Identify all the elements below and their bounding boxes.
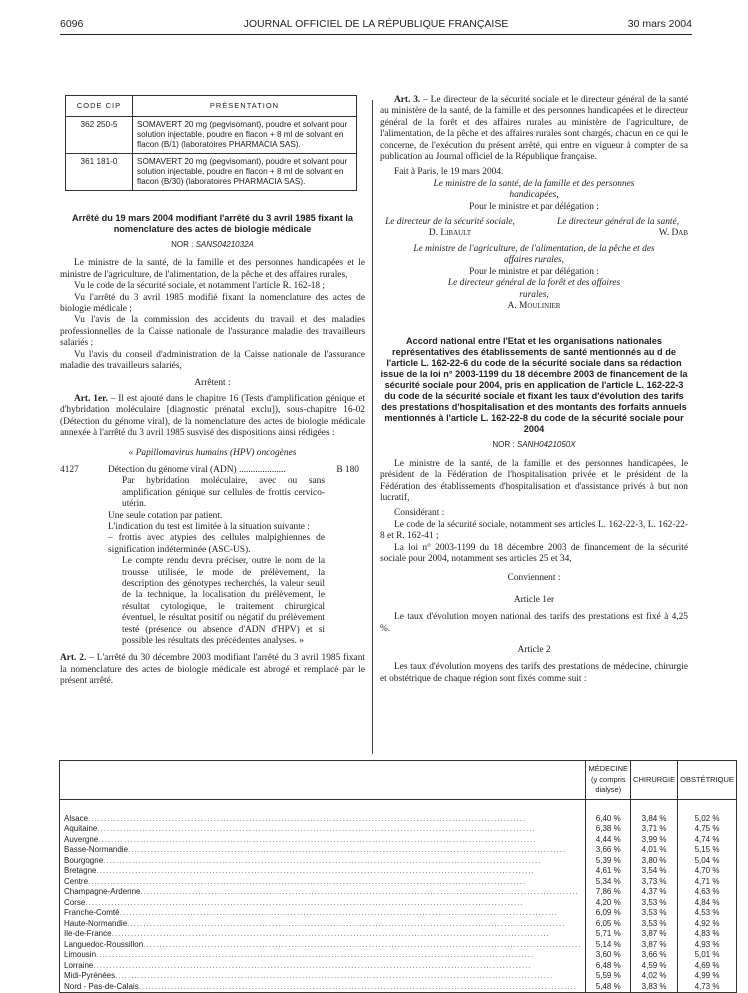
signature-delegation-1: Pour le ministre et par délégation : bbox=[469, 201, 599, 212]
region-cell bbox=[60, 824, 586, 835]
signature-right-name: W. Dab bbox=[658, 228, 688, 239]
dot-leader: ........................................................................................................................................ bbox=[96, 866, 535, 875]
arrete-vu-3: Vu l'avis de la commission des accidents du travail et des maladies professionnelles de la Caisse nationale de l'assurance maladie des travailleurs salariés ; bbox=[60, 315, 365, 349]
chirurgie-rate: 3,53 % bbox=[631, 908, 678, 919]
dot-leader: ........................................................................................................................................ bbox=[98, 834, 537, 844]
rates-header-medecine bbox=[586, 761, 631, 800]
table-row bbox=[60, 866, 737, 877]
region-cell bbox=[60, 940, 586, 951]
accord-article-2-text: Les taux d'évolution moyens des tarifs des prestations de médecine, chirurgie et obstétrique de chaque région sont fixés comme suit : bbox=[380, 662, 688, 684]
obstetrique-rate: 4,71 % bbox=[678, 877, 737, 888]
hpv-title: « Papillomavirus humains (HPV) oncogènes bbox=[128, 447, 297, 458]
medecine-rate: 4,61 % bbox=[586, 866, 631, 877]
medecine-rate: 6,48 % bbox=[586, 961, 631, 972]
cotation-line: Une seule cotation par patient. bbox=[108, 510, 223, 521]
signature-left-title: Le directeur de la sécurité sociale, bbox=[385, 217, 515, 228]
page-header bbox=[60, 18, 692, 34]
obstetrique-rate: 5,04 % bbox=[678, 856, 737, 867]
region-cell bbox=[60, 919, 586, 930]
signature-minister-2: Le ministre de l'agriculture, de l'alimentation, de la pêche et des affaires rurales, bbox=[413, 243, 655, 266]
considerant: Considérant : bbox=[394, 508, 445, 519]
arretent: Arrêtent : bbox=[194, 378, 231, 389]
region-name: Languedoc-Roussillon bbox=[64, 939, 144, 949]
cotation-line: – frottis avec atypies des cellules malpighiennes de signification indéterminée (ASC-US). bbox=[108, 533, 325, 555]
region-cell bbox=[60, 835, 586, 846]
accord-nor bbox=[380, 439, 688, 450]
table-row bbox=[60, 856, 737, 867]
dot-leader: ........................................................................................................................................ bbox=[96, 950, 535, 959]
cotation-b-value: B 180 bbox=[336, 464, 359, 475]
table-row bbox=[60, 845, 737, 856]
dot-leader: ........................................................................................................................................ bbox=[115, 971, 554, 980]
obstetrique-rate: 4,75 % bbox=[678, 824, 737, 835]
table-row bbox=[60, 799, 737, 824]
signature-director-2: Le directeur général de la forêt et des affaires rurales, bbox=[447, 278, 621, 300]
region-name: Franche-Comté bbox=[64, 908, 120, 917]
article-3 bbox=[380, 95, 688, 163]
accord-article-1-heading: Article 1er bbox=[513, 594, 555, 605]
region-name: Ile-de-France bbox=[64, 929, 112, 938]
medecine-rate: 5,14 % bbox=[586, 940, 631, 951]
dot-leader: ........................................................................................................................................ bbox=[138, 981, 577, 991]
right-column bbox=[380, 95, 688, 685]
region-cell bbox=[60, 799, 586, 824]
obstetrique-rate: 4,99 % bbox=[678, 971, 737, 982]
cip-header-presentation: PRÉSENTATION bbox=[133, 96, 357, 117]
cip-presentation: SOMAVERT 20 mg (pegvisomant), poudre et solvant pour solution injectable, poudre en flacon + 8 ml de solvant en flacon (B/30) (laboratoires PHARMACIA SAS). bbox=[133, 154, 357, 191]
obstetrique-rate: 4,69 % bbox=[678, 961, 737, 972]
signature-name-2: A. Moulinier bbox=[507, 300, 561, 311]
medecine-rate: 3,66 % bbox=[586, 845, 631, 856]
cotation-line: Par hybridation moléculaire, avec ou sans amplification génique sur cellules de frottis cervico-utérin. bbox=[122, 476, 325, 510]
dot-leader: ........................................................................................................................................ bbox=[119, 908, 558, 917]
chirurgie-rate: 3,53 % bbox=[631, 898, 678, 909]
obstetrique-rate: 4,74 % bbox=[678, 835, 737, 846]
dot-leader: ........................................................................................................................................ bbox=[127, 918, 566, 928]
dot-leader: ........................................................................................................................................ bbox=[93, 960, 532, 970]
obstetrique-rate: 4,63 % bbox=[678, 887, 737, 898]
medecine-rate: 5,48 % bbox=[586, 982, 631, 993]
dot-leader: ........................................................................................................................................ bbox=[85, 897, 524, 907]
chirurgie-rate: 3,53 % bbox=[631, 919, 678, 930]
dot-leader: ........................................................................................................................................ bbox=[140, 887, 579, 896]
signature-right-title: Le directeur général de la santé, bbox=[556, 217, 680, 228]
medecine-rate: 5,39 % bbox=[586, 856, 631, 867]
article-1 bbox=[60, 394, 365, 440]
obstetrique-rate: 4,84 % bbox=[678, 898, 737, 909]
chirurgie-rate: 3,84 % bbox=[631, 799, 678, 824]
region-cell bbox=[60, 898, 586, 909]
page-number: 6096 bbox=[60, 18, 84, 30]
region-name: Lorraine bbox=[64, 960, 94, 970]
table-row bbox=[66, 154, 357, 191]
cip-header-code: CODE CIP bbox=[66, 96, 133, 117]
signature-row bbox=[380, 217, 688, 240]
medecine-rate: 5,59 % bbox=[586, 971, 631, 982]
accord-article-1-text: Le taux d'évolution moyen national des tarifs des prestations est fixé à 4,25 %. bbox=[380, 612, 688, 634]
table-row bbox=[66, 117, 357, 154]
region-name: Champagne-Ardenne bbox=[64, 887, 141, 896]
cotation-title: Détection du génome viral (ADN) .................... bbox=[108, 464, 286, 475]
medecine-rate: 3,60 % bbox=[586, 950, 631, 961]
table-row bbox=[60, 950, 737, 961]
arrete-vu-2: Vu l'arrêté du 3 avril 1985 modifié fixant la nomenclature des actes de biologie médicale ; bbox=[60, 292, 365, 315]
header-rule bbox=[60, 34, 692, 35]
cip-table bbox=[65, 95, 357, 191]
dot-leader: ........................................................................................................................................ bbox=[143, 939, 582, 949]
article-1-text: – Il est ajouté dans le chapitre 16 (Tests d'amplification génique et d'hybridation moléculaire [diagnostic prénatal exclu]), sous-chapitre 16-02 (Détection du génome viral), de la nomenclature des actes de biologie médicale annexée à l'arrêté du 3 avril 1985 susvisé des dispositions ainsi rédigées : bbox=[60, 393, 365, 439]
table-row bbox=[60, 971, 737, 982]
chirurgie-rate: 4,01 % bbox=[631, 845, 678, 856]
considerant-1: Le code de la sécurité sociale, notamment ses articles L. 162-22-3, L. 162-22-8 et R. 162-41 ; bbox=[380, 519, 688, 542]
article-2 bbox=[60, 653, 365, 687]
chirurgie-rate: 4,37 % bbox=[631, 887, 678, 898]
table-row bbox=[60, 982, 737, 993]
region-cell bbox=[60, 887, 586, 898]
cip-presentation: SOMAVERT 20 mg (pegvisomant), poudre et solvant pour solution injectable, poudre en flacon + 8 ml de solvant en flacon (B/1) (laboratoires PHARMACIA SAS). bbox=[133, 117, 357, 154]
chirurgie-rate: 3,99 % bbox=[631, 835, 678, 846]
region-name: Haute-Normandie bbox=[64, 918, 128, 928]
signature-right bbox=[548, 217, 688, 240]
nor-code: SANS0421032A bbox=[195, 240, 254, 249]
rates-header-row bbox=[60, 761, 737, 800]
region-name: Nord - Pas-de-Calais bbox=[64, 981, 139, 991]
table-row bbox=[60, 961, 737, 972]
signature-left-name: D. Libault bbox=[428, 228, 472, 239]
obstetrique-rate: 4,53 % bbox=[678, 908, 737, 919]
rates-header-chirurgie: CHIRURGIE bbox=[631, 761, 678, 800]
region-cell bbox=[60, 866, 586, 877]
medecine-rate: 6,40 % bbox=[586, 799, 631, 824]
dot-leader: ........................................................................................................................................ bbox=[128, 845, 567, 854]
issue-date: 30 mars 2004 bbox=[627, 18, 692, 30]
dot-leader: ........................................................................................................................................ bbox=[103, 855, 542, 865]
medecine-rate: 5,71 % bbox=[586, 929, 631, 940]
dot-leader: ........................................................................................................................................ bbox=[88, 876, 527, 886]
arrete-vu-4: Vu l'avis du conseil d'administration de la Caisse nationale de l'assurance maladie des travailleurs salariés, bbox=[60, 349, 365, 372]
arrete-nor bbox=[60, 239, 365, 250]
chirurgie-rate: 3,54 % bbox=[631, 866, 678, 877]
rates-header-medecine-sub: (y compris dialyse) bbox=[590, 774, 626, 794]
cip-code: 361 181-0 bbox=[66, 154, 133, 191]
table-row bbox=[60, 835, 737, 846]
obstetrique-rate: 4,73 % bbox=[678, 982, 737, 993]
region-name: Aquitaine bbox=[64, 824, 98, 833]
medecine-rate: 5,34 % bbox=[586, 877, 631, 888]
nor-label: NOR : bbox=[171, 240, 194, 249]
region-cell bbox=[60, 950, 586, 961]
region-name: Bretagne bbox=[64, 866, 97, 875]
chirurgie-rate: 3,71 % bbox=[631, 824, 678, 835]
region-cell bbox=[60, 929, 586, 940]
region-cell bbox=[60, 908, 586, 919]
medecine-rate: 7,86 % bbox=[586, 887, 631, 898]
cip-code: 362 250-5 bbox=[66, 117, 133, 154]
medecine-rate: 6,09 % bbox=[586, 908, 631, 919]
signature-delegation-2: Pour le ministre et par délégation : bbox=[469, 266, 599, 277]
cotation-line: Le compte rendu devra préciser, outre le nom de la trousse utilisée, le mode de prélèvement, la description des génotypes recherchés, la valeur seuil de la technique, la localisation du prélèvement, le résultat cytologique, le traitement chirurgical éventuel, le résultat positif ou négatif du prélèvement testé (présence ou absence d'ADN d'HPV) et si possible les résultats des précédentes analyses. » bbox=[122, 556, 325, 646]
region-name: Corse bbox=[64, 897, 86, 907]
arrete-preamble: Le ministre de la santé, de la famille et des personnes handicapées et le ministre de l'agriculture, de l'alimentation, de la pêche et des affaires rurales, bbox=[60, 258, 365, 280]
chirurgie-rate: 3,80 % bbox=[631, 856, 678, 867]
rates-header-region bbox=[60, 761, 586, 800]
chirurgie-rate: 4,02 % bbox=[631, 971, 678, 982]
table-row bbox=[60, 898, 737, 909]
region-name: Alsace bbox=[64, 813, 89, 823]
table-row bbox=[60, 887, 737, 898]
medecine-rate: 6,05 % bbox=[586, 919, 631, 930]
signature-left bbox=[380, 217, 520, 240]
region-name: Basse-Normandie bbox=[64, 845, 129, 854]
article-3-text: – Le directeur de la sécurité sociale et le directeur général de la santé au ministère de la santé, de la famille et des personnes handicapées et le directeur général de la forêt et des affaires rurales au ministère de l'agriculture, de l'alimentation, de la pêche et des affaires rurales sont chargés, chacun en ce qui le concerne, de l'exécution du présent arrêté, qui entre en vigueur à compter de sa publication au Journal officiel de la République française. bbox=[380, 95, 688, 163]
cotation-body bbox=[108, 465, 365, 648]
article-1-label: Art. 1er. bbox=[74, 393, 108, 404]
obstetrique-rate: 5,02 % bbox=[678, 799, 737, 824]
medecine-rate: 6,38 % bbox=[586, 824, 631, 835]
conviennent: Conviennent : bbox=[507, 573, 561, 584]
rates-header-medecine-label: MÉDECINE bbox=[588, 764, 629, 773]
region-cell bbox=[60, 982, 586, 993]
accord-title: Accord national entre l'Etat et les organisations nationales représentatives des établissements de santé mentionnés au d de l'article L. 162-22-6 du code de la sécurité sociale dans sa rédaction issue de la loi n° 2003-1199 du 18 décembre 2003 de financement de la sécurité sociale pour 2004, pris en application de l'article L. 162-22-3 du code de la sécurité sociale et fixant les taux d'évolution des tarifs des prestations d'hospitalisation et des montants des forfaits annuels mentionnés à l'article L. 162-22-8 du code de la sécurité sociale pour 2004 bbox=[380, 336, 688, 435]
dot-leader: ........................................................................................................................................ bbox=[88, 813, 527, 823]
chirurgie-rate: 3,66 % bbox=[631, 950, 678, 961]
nor-label: NOR : bbox=[492, 440, 515, 450]
article-3-label: Art. 3. bbox=[394, 95, 421, 105]
region-cell bbox=[60, 971, 586, 982]
cotation-line: L'indication du test est limitée à la situation suivante : bbox=[108, 521, 310, 532]
cotation-entry bbox=[60, 465, 365, 648]
obstetrique-rate: 5,15 % bbox=[678, 845, 737, 856]
medecine-rate: 4,20 % bbox=[586, 898, 631, 909]
region-name: Centre bbox=[64, 876, 89, 886]
chirurgie-rate: 3,83 % bbox=[631, 982, 678, 993]
region-name: Auvergne bbox=[64, 834, 99, 844]
article-2-text: – L'arrêté du 30 décembre 2003 modifiant l'arrêté du 3 avril 1985 fixant la nomenclature des actes de biologie médicale est abrogé et remplacé par le présent arrêté. bbox=[60, 653, 365, 687]
table-row bbox=[60, 908, 737, 919]
region-cell bbox=[60, 961, 586, 972]
dot-leader: ........................................................................................................................................ bbox=[111, 929, 550, 938]
table-row bbox=[60, 919, 737, 930]
table-row bbox=[60, 940, 737, 951]
nor-code: SANH0421050X bbox=[516, 440, 576, 450]
region-name: Limousin bbox=[64, 950, 97, 959]
obstetrique-rate: 4,93 % bbox=[678, 940, 737, 951]
obstetrique-rate: 4,70 % bbox=[678, 866, 737, 877]
left-column bbox=[60, 95, 365, 688]
column-divider bbox=[372, 100, 373, 754]
obstetrique-rate: 4,92 % bbox=[678, 919, 737, 930]
chirurgie-rate: 3,73 % bbox=[631, 877, 678, 888]
considerant-2: La loi n° 2003-1199 du 18 décembre 2003 de financement de la sécurité sociale pour 2004, notamment ses articles 25 et 34, bbox=[380, 542, 688, 564]
table-row bbox=[60, 877, 737, 888]
medecine-rate: 4,44 % bbox=[586, 835, 631, 846]
table-row bbox=[60, 929, 737, 940]
rates-table bbox=[59, 760, 737, 993]
region-cell bbox=[60, 877, 586, 888]
cotation-code: 4127 bbox=[60, 464, 79, 475]
journal-title: JOURNAL OFFICIEL DE LA RÉPUBLIQUE FRANÇAISE bbox=[243, 18, 509, 30]
rates-body bbox=[60, 799, 737, 993]
chirurgie-rate: 3,87 % bbox=[631, 929, 678, 940]
chirurgie-rate: 4,59 % bbox=[631, 961, 678, 972]
table-row bbox=[60, 824, 737, 835]
fait-a-paris: Fait à Paris, le 19 mars 2004. bbox=[394, 167, 504, 178]
article-2-label: Art. 2. bbox=[60, 653, 87, 664]
region-cell bbox=[60, 856, 586, 867]
region-name: Bourgogne bbox=[64, 855, 104, 865]
obstetrique-rate: 4,83 % bbox=[678, 929, 737, 940]
signature-minister-1: Le ministre de la santé, de la famille et des personnes handicapées, bbox=[433, 178, 635, 201]
arrete-vu-1: Vu le code de la sécurité sociale, et notamment l'article R. 162-18 ; bbox=[74, 281, 326, 292]
region-cell bbox=[60, 845, 586, 856]
accord-article-2-heading: Article 2 bbox=[517, 645, 551, 655]
accord-preamble: Le ministre de la santé, de la famille et des personnes handicapées, le président de la Fédération de l'hospitalisation privée et le président de la Fédération des établissements d'hospitalisation et d'assistance privés à but non lucratif, bbox=[380, 458, 688, 503]
dot-leader: ........................................................................................................................................ bbox=[97, 824, 536, 833]
chirurgie-rate: 3,87 % bbox=[631, 940, 678, 951]
rates-header-obstetrique: OBSTÉTRIQUE bbox=[678, 761, 737, 800]
region-name: Midi-Pyrénées bbox=[64, 971, 116, 980]
arrete-title: Arrêté du 19 mars 2004 modifiant l'arrêté du 3 avril 1985 fixant la nomenclature des actes de biologie médicale bbox=[72, 213, 353, 234]
obstetrique-rate: 5,01 % bbox=[678, 950, 737, 961]
